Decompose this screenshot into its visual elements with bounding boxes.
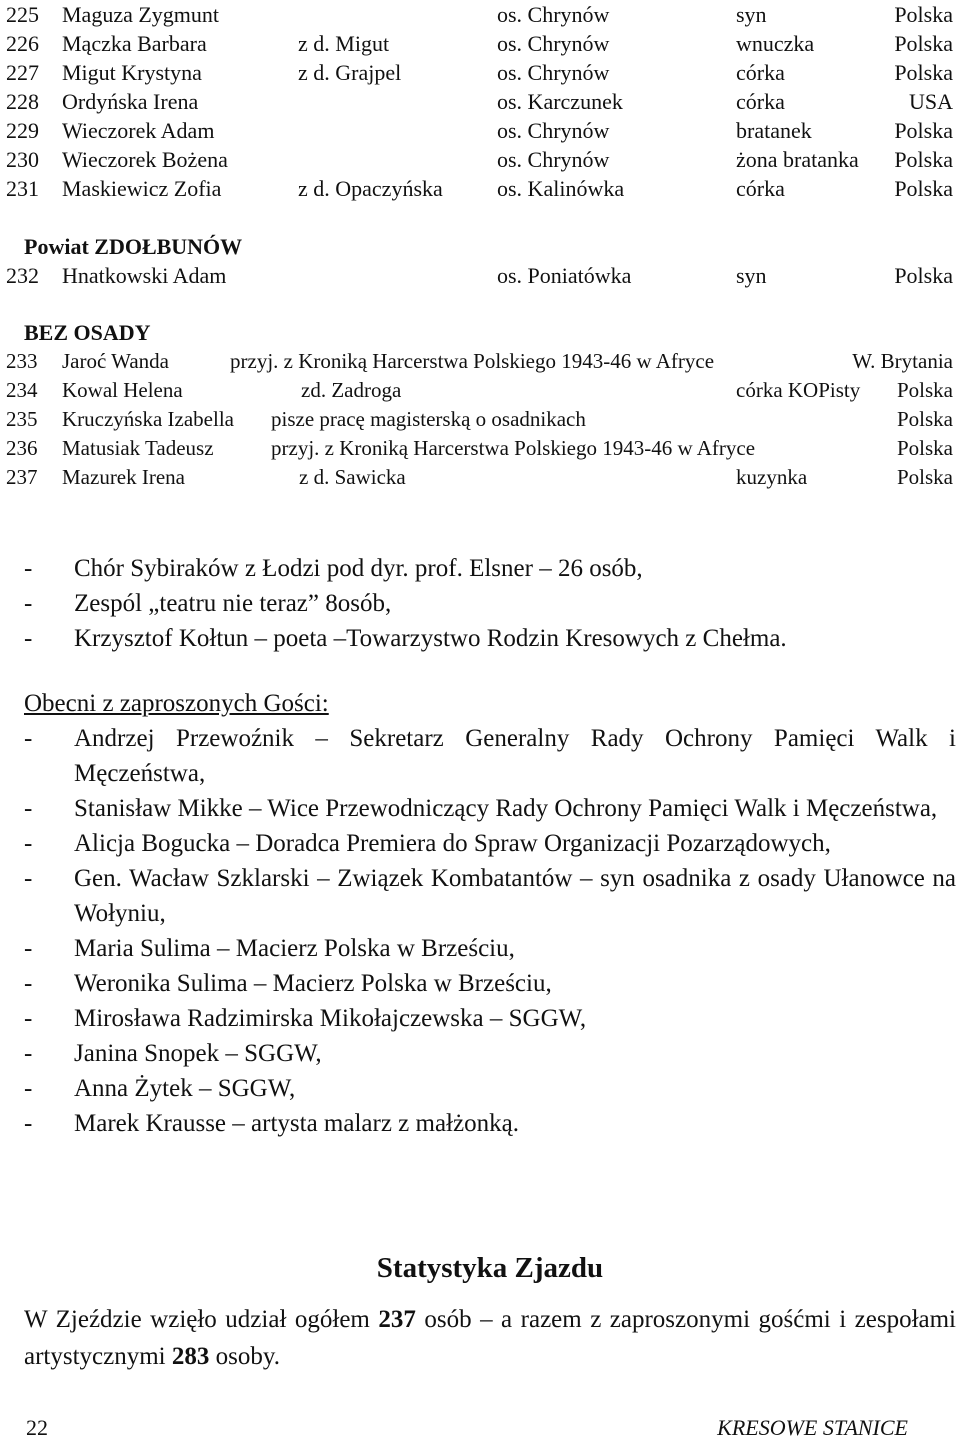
section-heading-powiat: Powiat ZDOŁBUNÓW (24, 234, 243, 259)
row-settlement: os. Chrynów (497, 2, 610, 27)
row-name: Wieczorek Bożena (62, 147, 228, 172)
list-dash: - (24, 830, 33, 857)
row-name: Migut Krystyna (62, 60, 202, 85)
row-relation: kuzynka (736, 465, 808, 489)
table-row (0, 434, 960, 463)
table-row (0, 174, 960, 203)
table-row (0, 87, 960, 116)
list-dash: - (24, 865, 33, 892)
page-number: 22 (26, 1415, 48, 1440)
list-dash: - (24, 725, 33, 752)
row-info: zd. Zadroga (301, 378, 402, 402)
row-relation: bratanek (736, 118, 812, 143)
row-number: 236 (6, 436, 38, 460)
stats-text-part: W Zjeździe wzięło udział ogółem (24, 1306, 379, 1333)
table-row (0, 0, 960, 29)
list-item (24, 1106, 956, 1141)
row-country: Polska (894, 118, 953, 143)
row-name: Mączka Barbara (62, 31, 207, 56)
list-dash: - (24, 970, 33, 997)
list-item-text: Alicja Bogucka – Doradca Premiera do Spraw Organizacji Pozarządowych, (74, 830, 831, 857)
table-row (0, 405, 960, 434)
row-maiden-name: z d. Opaczyńska (298, 176, 443, 201)
list-dash: - (24, 625, 33, 652)
row-country: Polska (896, 407, 953, 431)
list-item-text: Marek Krausse – artysta malarz z małżonką. (74, 1110, 519, 1137)
row-country: Polska (894, 60, 953, 85)
row-number: 229 (6, 118, 39, 143)
table-row (0, 29, 960, 58)
row-number: 231 (6, 176, 39, 201)
row-settlement: os. Karczunek (497, 89, 623, 114)
row-maiden-name: z d. Migut (298, 31, 390, 56)
table-row (0, 376, 960, 405)
list-dash: - (24, 590, 33, 617)
list-item (24, 861, 956, 931)
list-item-text: Krzysztof Kołtun – poeta –Towarzystwo Rodzin Kresowych z Chełma. (74, 625, 787, 652)
row-settlement: os. Chrynów (497, 118, 610, 143)
table-row (0, 261, 960, 290)
row-relation: córka KOPisty (736, 378, 861, 402)
row-name: Jaroć Wanda (62, 349, 169, 373)
list-dash: - (24, 1005, 33, 1032)
row-name: Maskiewicz Zofia (62, 176, 222, 201)
row-number: 230 (6, 147, 39, 172)
row-country: W. Brytania (852, 349, 953, 373)
row-number: 226 (6, 31, 39, 56)
list-item (24, 551, 956, 586)
guests-heading-text: Obecni z zaproszonych Gości: (24, 690, 329, 717)
row-info: przyj. z Kroniką Harcerstwa Polskiego 1943-46 w Afryce (230, 349, 715, 373)
row-number: 235 (6, 407, 38, 431)
row-country: Polska (896, 465, 953, 489)
row-info: przyj. z Kroniką Harcerstwa Polskiego 1943-46 w Afryce (271, 436, 756, 460)
row-number: 232 (6, 263, 39, 288)
list-item (24, 791, 956, 826)
list-dash: - (24, 555, 33, 582)
row-country: Polska (894, 147, 953, 172)
stats-paragraph (24, 1301, 956, 1375)
list-item (24, 826, 956, 861)
row-country: Polska (894, 31, 953, 56)
row-country: Polska (896, 378, 953, 402)
row-name: Ordyńska Irena (62, 89, 199, 114)
list-item-text: Stanisław Mikke – Wice Przewodniczący Rady Ochrony Pamięci Walk i Męczeństwa, (74, 795, 938, 822)
list-dash: - (24, 795, 33, 822)
row-country: Polska (896, 436, 953, 460)
list-item-text: Janina Snopek – SGGW, (74, 1040, 322, 1067)
row-name: Mazurek Irena (62, 465, 186, 489)
row-settlement: os. Kalinówka (497, 176, 625, 201)
row-relation: córka (736, 60, 785, 85)
list-dash: - (24, 1040, 33, 1067)
row-country: Polska (894, 176, 953, 201)
list-item-text: Weronika Sulima – Macierz Polska w Brześciu, (74, 970, 552, 997)
row-settlement: os. Chrynów (497, 31, 610, 56)
publication-title: KRESOWE STANICE (717, 1415, 908, 1440)
section-heading-no-settlement: BEZ OSADY (24, 320, 151, 345)
stats-text-part: osób – a razem z zaproszonymi gośćmi i zespołami artystycznymi (24, 1306, 957, 1370)
artistic-groups-list (24, 551, 956, 656)
list-item-text: Mirosława Radzimirska Mikołajczewska – SGGW, (74, 1005, 587, 1032)
row-settlement: os. Poniatówka (497, 263, 632, 288)
row-relation: córka (736, 89, 785, 114)
list-item (24, 1001, 956, 1036)
stats-total-participants: 237 (378, 1306, 416, 1333)
row-info: z d. Sawicka (299, 465, 406, 489)
list-dash: - (24, 1110, 33, 1137)
row-name: Kowal Helena (62, 378, 183, 402)
row-relation: córka (736, 176, 785, 201)
row-number: 225 (6, 2, 39, 27)
row-relation: syn (736, 2, 767, 27)
row-info: pisze pracę magisterską o osadnikach (271, 407, 586, 431)
guests-heading (24, 688, 329, 720)
table-row (0, 145, 960, 174)
row-number: 228 (6, 89, 39, 114)
row-country: Polska (894, 263, 953, 288)
row-name: Wieczorek Adam (62, 118, 215, 143)
row-relation: wnuczka (736, 31, 815, 56)
row-name: Matusiak Tadeusz (62, 436, 214, 460)
row-name: Kruczyńska Izabella (62, 407, 234, 431)
row-number: 237 (6, 465, 38, 489)
list-item-text: Zespól „teatru nie teraz” 8osób, (74, 590, 392, 617)
table-row (0, 116, 960, 145)
list-item (24, 931, 956, 966)
stats-title: Statystyka Zjazdu (376, 1252, 604, 1284)
table-row (0, 463, 960, 492)
list-item (24, 721, 956, 791)
row-number: 234 (6, 378, 38, 402)
stats-total-with-guests: 283 (171, 1343, 210, 1370)
row-country: Polska (894, 2, 953, 27)
table-row (0, 347, 960, 376)
stats-text-part: osoby. (209, 1343, 280, 1370)
row-relation: żona bratanka (736, 147, 859, 172)
list-item (24, 1036, 956, 1071)
row-settlement: os. Chrynów (497, 60, 610, 85)
list-item (24, 1071, 956, 1106)
row-name: Maguza Zygmunt (62, 2, 220, 27)
row-relation: syn (736, 263, 767, 288)
list-item (24, 586, 956, 621)
list-item-text: Chór Sybiraków z Łodzi pod dyr. prof. Elsner – 26 osób, (74, 555, 643, 582)
list-dash: - (24, 1075, 33, 1102)
row-country: USA (908, 89, 953, 114)
row-name: Hnatkowski Adam (62, 263, 227, 288)
list-item (24, 621, 956, 656)
row-number: 227 (6, 60, 39, 85)
guests-list (24, 721, 956, 1141)
list-item (24, 966, 956, 1001)
list-item-text: Anna Żytek – SGGW, (74, 1075, 296, 1102)
row-settlement: os. Chrynów (497, 147, 610, 172)
list-item-text: Gen. Wacław Szklarski – Związek Kombatantów – syn osadnika z osady Ułanowce na Wołyniu, (74, 865, 956, 927)
table-row (0, 58, 960, 87)
list-dash: - (24, 935, 33, 962)
list-item-text: Andrzej Przewoźnik – Sekretarz Generalny Rady Ochrony Pamięci Walk i Męczeństwa, (74, 725, 956, 787)
row-number: 233 (6, 349, 38, 373)
list-item-text: Maria Sulima – Macierz Polska w Brześciu, (74, 935, 515, 962)
row-maiden-name: z d. Grajpel (298, 60, 402, 85)
